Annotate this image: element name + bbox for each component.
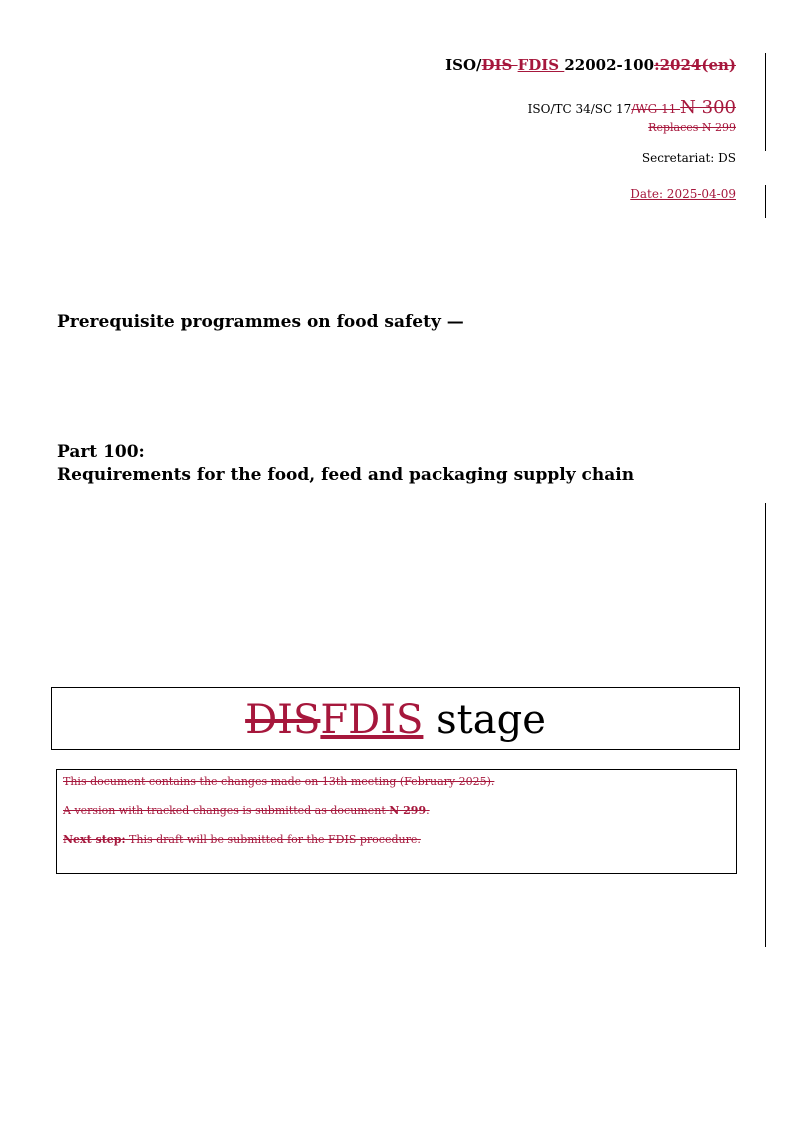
notes-box [56, 769, 737, 874]
note-line-2-doc: N 299 [389, 804, 427, 817]
note-line-3 [63, 832, 730, 847]
note-line-2 [63, 803, 730, 818]
change-bar-body [765, 503, 766, 947]
stage-box [51, 687, 740, 750]
committee-deleted-doc: N 300 [680, 97, 736, 118]
committee-reference [528, 97, 736, 118]
std-deleted-stage: DIS [481, 56, 518, 74]
std-number: 22002-100 [564, 56, 655, 74]
std-deleted-suffix: :2024(en) [654, 56, 736, 74]
main-title: Prerequisite programmes on food safety — [57, 312, 464, 332]
standard-number [445, 56, 736, 74]
std-inserted-stage: FDIS [517, 56, 565, 74]
committee-name: ISO/TC 34/SC 17 [527, 102, 632, 116]
document-date: Date: 2025-04-09 [630, 187, 736, 201]
note-line-3-text: This draft will be submitted for the FDIS procedure. [125, 833, 421, 846]
committee-deleted-wg: /WG 11 [631, 102, 681, 116]
secretariat: Secretariat: DS [641, 151, 736, 165]
change-bar-header [765, 53, 766, 151]
part-title-block [57, 441, 634, 487]
stage-suffix: stage [423, 697, 546, 743]
part-title: Requirements for the food, feed and packaging supply chain [57, 465, 635, 485]
note-line-2-end: . [426, 804, 430, 817]
change-bar-date [765, 185, 766, 218]
stage-deleted: DIS [245, 697, 321, 743]
replaces-note: Replaces N 299 [648, 121, 736, 134]
note-line-1: This document contains the changes made on 13th meeting (February 2025). [63, 775, 495, 788]
note-line-2-text: A version with tracked changes is submitted as document [63, 804, 390, 817]
part-number: Part 100: [57, 442, 145, 462]
note-line-3-label: Next step: [63, 833, 126, 846]
stage-inserted: FDIS [320, 697, 424, 743]
std-prefix: ISO/ [445, 56, 482, 74]
